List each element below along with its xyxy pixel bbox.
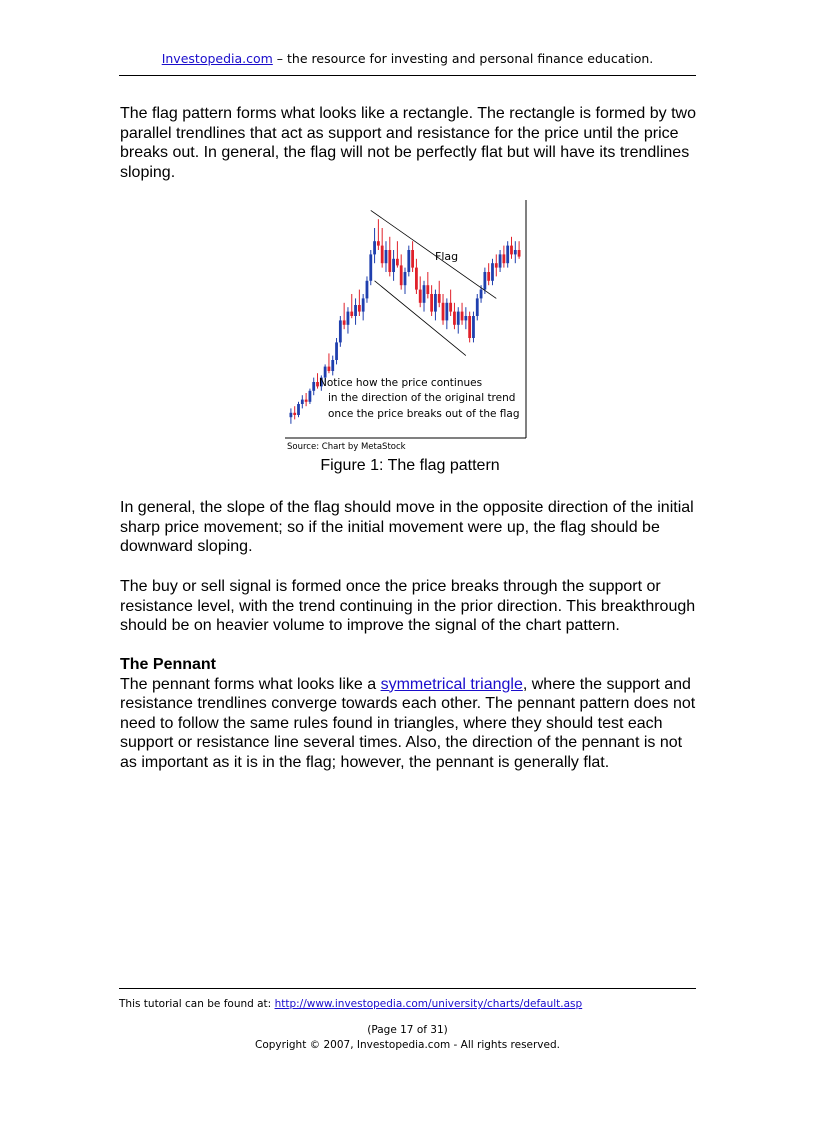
flag-label: Flag [435,250,459,263]
copyright: Copyright © 2007, Investopedia.com - All rights reserved. [255,1039,560,1051]
candle-body [312,382,315,391]
candle-body [518,250,521,257]
figure-caption: Figure 1: The flag pattern [320,457,500,474]
candle-body [426,285,429,294]
candle-body [404,272,407,285]
candle-body [419,290,422,303]
candle-body [350,312,353,316]
candle-body [324,367,327,378]
candle-body [396,259,399,266]
candle-body [510,246,513,255]
candle-body [434,294,437,312]
slope-paragraph [120,498,700,557]
candle-body [449,303,452,312]
tutorial-url-link[interactable]: http://www.investopedia.com/university/charts/default.asp [274,998,583,1010]
candle-body [354,305,357,316]
slope-text: In general, the slope of the flag should move in the opposite direction of the initial sharp price movement; so if the initial movement were up, the flag should be downward sloping. [120,499,694,555]
header-rule [119,75,696,76]
candle-body [499,254,502,267]
candle-body [331,360,334,371]
candle-body [377,241,380,245]
candle-body [388,250,391,272]
pennant-section [120,655,700,772]
candle-body [472,316,475,338]
candle-body [369,254,372,280]
candle-body [392,259,395,272]
candle-body [362,298,365,311]
candle-body [487,272,490,281]
candle-body [495,263,498,267]
candle-body [442,303,445,321]
candle-body [305,400,308,402]
candle-body [381,246,384,264]
candle-body [468,316,471,338]
candle-body [347,312,350,325]
chart-source: Source: Chart by MetaStock [287,442,406,452]
candle-body [328,367,331,371]
candle-body [385,250,388,263]
candle-body [461,312,464,321]
candle-body [438,294,441,303]
candle-body [457,312,460,325]
flag-intro-paragraph [120,104,700,182]
candle-body [373,241,376,254]
tutorial-prefix: This tutorial can be found at: [119,998,275,1010]
signal-text: The buy or sell signal is formed once the price breaks through the support or resistance level, with the trend continuing in the prior direction. This breakthrough should be on heavier volume to improve the signal of the chart pattern. [120,578,696,634]
candle-body [400,265,403,285]
investopedia-link[interactable]: Investopedia.com [161,51,273,66]
flag-pattern-figure [285,198,530,456]
note-line-3: once the price breaks out of the flag [328,408,520,420]
candle-body [423,285,426,303]
candle-body [358,305,361,312]
flag-chart [285,198,530,456]
candle-body [506,246,509,264]
candle-body [301,400,304,404]
footer-rule [119,988,696,989]
tutorial-line [119,998,582,1010]
symmetrical-triangle-link[interactable]: symmetrical triangle [380,675,523,693]
page-number: (Page 17 of 31) [367,1024,448,1036]
candle-body [297,404,300,415]
candle-body [483,272,486,290]
pennant-text [120,675,700,773]
note-line-2: in the direction of the original trend [328,392,516,404]
candle-body [411,250,414,268]
candle-body [309,391,312,402]
page-header [119,51,696,66]
candle-body [514,250,517,254]
candle-body [415,268,418,290]
candle-body [476,298,479,316]
pennant-text-after: , where the support and resistance trendlines converge towards each other. The pennant pattern does not need to follow the same rules found in triangles, where they should test each support or resistance line several times. Also, the direction of the pennant is not as important as it is in the flag; however, the pennant is generally flat. [120,675,696,771]
candle-body [343,320,346,324]
pennant-heading: The Pennant [120,656,217,673]
candle-body [366,281,369,299]
candle-body [293,413,296,415]
candle-body [480,290,483,299]
candle-body [335,342,338,360]
header-tagline: – the resource for investing and personal finance education. [272,51,654,66]
candle-body [407,250,410,272]
note-line-1: Notice how the price continues [319,377,483,389]
signal-paragraph [120,577,700,636]
flag-intro-text: The flag pattern forms what looks like a rectangle. The rectangle is formed by two parallel trendlines that act as support and resistance for the price until the price breaks out. In general, the flag will not be perfectly flat but will have its trendlines sloping. [120,105,696,181]
pennant-text-before: The pennant forms what looks like a [120,675,381,693]
candle-body [464,316,467,320]
candle-body [453,312,456,325]
candle-body [430,294,433,312]
candle-body [290,413,293,417]
candle-body [445,303,448,321]
candle-body [339,320,342,342]
candle-body [491,263,494,281]
candle-body [502,254,505,263]
